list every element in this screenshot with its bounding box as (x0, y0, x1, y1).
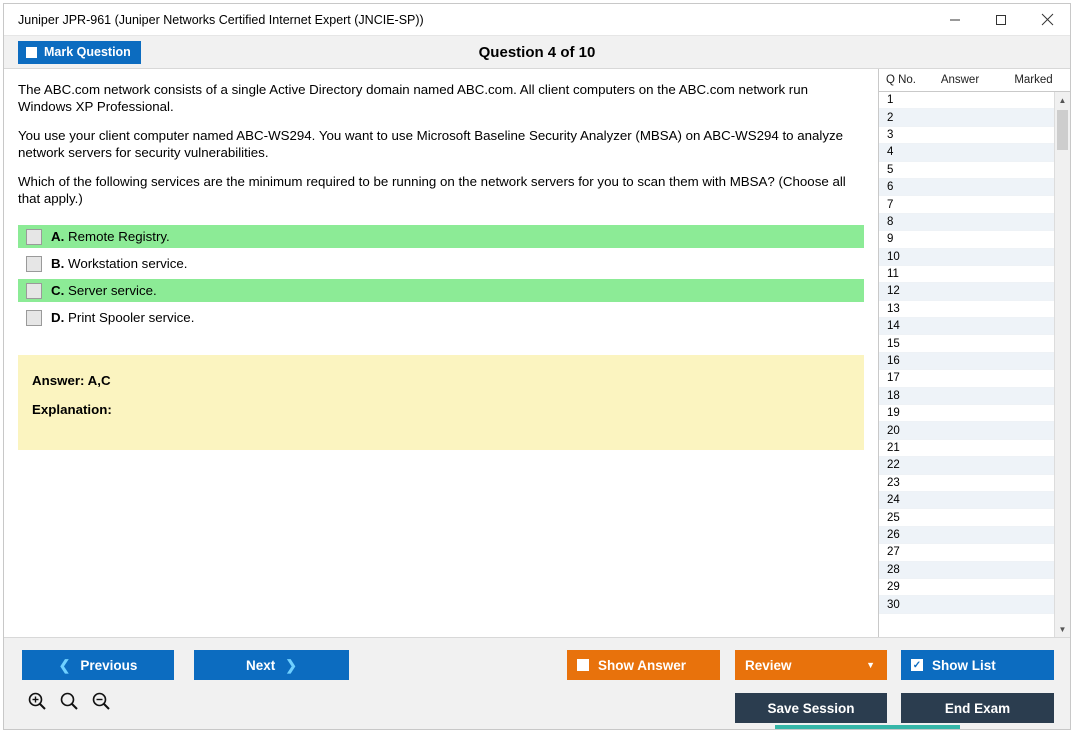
choice-checkbox-c-icon[interactable] (26, 283, 42, 299)
choice-label-b (51, 256, 187, 271)
question-list-row-number: 20 (887, 424, 900, 437)
question-list-row[interactable] (879, 283, 1054, 300)
question-list-row[interactable] (879, 596, 1054, 613)
question-list-row[interactable] (879, 405, 1054, 422)
question-list-row[interactable] (879, 231, 1054, 248)
question-list-row[interactable] (879, 109, 1054, 126)
question-list-row-number: 30 (887, 598, 900, 611)
show-list-checkbox-icon: ✓ (912, 659, 922, 671)
choice-text-a: Remote Registry. (68, 229, 170, 244)
save-session-button[interactable] (735, 693, 887, 723)
question-paragraph-2: You use your client computer named ABC-WS294. You want to use Microsoft Baseline Security Analyzer (MBSA) on ABC-WS294 to analyze network servers for security vulnerabilities. (18, 128, 844, 160)
question-list-row-number: 26 (887, 528, 900, 541)
answer-value: Answer: A,C (32, 373, 111, 388)
question-list-row-number: 17 (887, 372, 900, 385)
question-list-row-number: 24 (887, 494, 900, 507)
question-list-row-number: 29 (887, 581, 900, 594)
question-list-row-number: 6 (887, 181, 894, 194)
maximize-icon[interactable] (978, 4, 1024, 35)
question-list-scrollbar[interactable] (1054, 92, 1070, 637)
mark-question-button[interactable] (18, 41, 141, 64)
question-list-body (879, 92, 1070, 637)
question-list-row[interactable] (879, 440, 1054, 457)
exam-window (3, 3, 1071, 730)
save-session-label: Save Session (767, 700, 855, 716)
end-exam-button[interactable] (901, 693, 1054, 723)
question-list-row[interactable] (879, 492, 1054, 509)
next-button[interactable] (194, 650, 349, 680)
question-list-row-number: 2 (887, 111, 894, 124)
question-list-row-number: 3 (887, 128, 894, 141)
question-list-row[interactable] (879, 475, 1054, 492)
end-exam-label: End Exam (944, 700, 1011, 716)
question-list-row[interactable] (879, 527, 1054, 544)
choice-letter-c: C. (51, 283, 65, 298)
chevron-down-icon: ▼ (866, 660, 875, 670)
choice-checkbox-a-icon[interactable] (26, 229, 42, 245)
question-list-row[interactable] (879, 457, 1054, 474)
question-list-row-number: 12 (887, 285, 900, 298)
choice-text-c: Server service. (68, 283, 157, 298)
chevron-left-icon: ❮ (58, 656, 71, 673)
question-list-row[interactable] (879, 544, 1054, 561)
question-list-rows[interactable] (879, 92, 1054, 637)
show-answer-checkbox-icon (577, 659, 589, 671)
review-label: Review (745, 657, 792, 673)
question-list-row[interactable] (879, 179, 1054, 196)
question-list-row-number: 28 (887, 563, 900, 576)
question-list-row[interactable] (879, 301, 1054, 318)
scroll-down-icon[interactable]: ▼ (1058, 624, 1067, 634)
question-list-row-number: 4 (887, 146, 894, 159)
question-list-row[interactable] (879, 196, 1054, 213)
question-list-panel (878, 69, 1070, 637)
choice-option-c[interactable] (18, 279, 864, 302)
question-list-row[interactable] (879, 162, 1054, 179)
choice-label-c (51, 283, 157, 298)
zoom-in-icon[interactable] (26, 690, 48, 712)
question-paragraph-3: Which of the following services are the minimum required to be running on the network servers for you to scan them with MBSA? (Choose all that apply.) (18, 174, 846, 206)
show-list-button[interactable] (901, 650, 1054, 680)
question-list-row-number: 1 (887, 94, 894, 107)
choice-label-d (51, 310, 194, 325)
previous-label: Previous (80, 657, 138, 673)
choice-label-a (51, 229, 170, 244)
previous-button[interactable] (22, 650, 174, 680)
answer-panel (18, 355, 864, 450)
question-list-row-number: 18 (887, 389, 900, 402)
zoom-out-icon[interactable] (90, 690, 112, 712)
question-list-header (879, 69, 1070, 92)
question-list-row[interactable] (879, 562, 1054, 579)
close-icon[interactable] (1024, 4, 1070, 35)
header-bar (4, 36, 1070, 69)
question-list-row[interactable] (879, 127, 1054, 144)
zoom-reset-icon[interactable] (58, 690, 80, 712)
question-paragraph-1: The ABC.com network consists of a single Active Directory domain named ABC.com. All client computers on the ABC.com network run Windows XP Professional. (18, 82, 809, 114)
choices-list (18, 225, 864, 329)
choice-text-b: Workstation service. (68, 256, 188, 271)
question-pane (4, 69, 878, 637)
zoom-controls (26, 690, 112, 712)
question-list-row[interactable] (879, 266, 1054, 283)
question-list-row-number: 11 (887, 268, 899, 281)
question-list-row[interactable] (879, 353, 1054, 370)
status-strip (775, 725, 960, 729)
question-list-row[interactable] (879, 318, 1054, 335)
question-list-row-number: 8 (887, 215, 894, 228)
question-counter-title: Question 4 of 10 (478, 43, 596, 61)
choice-option-a[interactable] (18, 225, 864, 248)
question-list-row-number: 27 (887, 546, 900, 559)
body-area (4, 69, 1070, 637)
question-list-row-number: 7 (887, 198, 894, 211)
question-list-row[interactable] (879, 388, 1054, 405)
choice-letter-b: B. (51, 256, 65, 271)
question-list-row-number: 5 (887, 163, 894, 176)
mark-question-checkbox-icon (26, 47, 37, 58)
choice-option-d[interactable] (18, 306, 864, 329)
choice-letter-a: A. (51, 229, 65, 244)
choice-text-d: Print Spooler service. (68, 310, 195, 325)
column-header-qno: Q No. (885, 74, 917, 86)
question-list-row-number: 15 (887, 337, 900, 350)
show-answer-button[interactable] (567, 650, 720, 680)
question-list-row-number: 16 (887, 355, 900, 368)
question-list-row-number: 21 (887, 442, 900, 454)
show-answer-label: Show Answer (598, 657, 687, 673)
question-list-row[interactable] (879, 144, 1054, 161)
question-list-row[interactable] (879, 92, 1054, 109)
scrollbar-thumb[interactable] (1057, 110, 1068, 150)
question-list-row-number: 10 (887, 250, 900, 263)
review-dropdown[interactable] (735, 650, 887, 680)
question-list-row[interactable] (879, 249, 1054, 266)
question-list-row-number: 25 (887, 511, 900, 524)
titlebar (4, 4, 1070, 36)
question-list-row[interactable] (879, 335, 1054, 352)
question-list-row[interactable] (879, 579, 1054, 596)
window-title: Juniper JPR-961 (Juniper Networks Certified Internet Expert (JNCIE-SP)) (18, 12, 424, 27)
choice-checkbox-d-icon[interactable] (26, 310, 42, 326)
column-header-marked: Marked (1014, 74, 1053, 86)
footer-bar (4, 637, 1070, 729)
question-list-row-number: 9 (887, 233, 894, 246)
choice-option-b[interactable] (18, 252, 864, 275)
question-list-row[interactable] (879, 422, 1054, 439)
question-list-row-number: 19 (887, 407, 900, 420)
column-header-answer: Answer (940, 74, 980, 86)
mark-question-label: Mark Question (44, 45, 131, 59)
choice-checkbox-b-icon[interactable] (26, 256, 42, 272)
minimize-icon[interactable] (932, 4, 978, 35)
next-label: Next (246, 657, 276, 673)
question-list-row[interactable] (879, 509, 1054, 526)
question-list-row[interactable] (879, 214, 1054, 231)
choice-letter-d: D. (51, 310, 65, 325)
explanation-label: Explanation: (32, 402, 112, 417)
question-list-row[interactable] (879, 370, 1054, 387)
question-list-row-number: 22 (887, 459, 900, 472)
chevron-right-icon: ❯ (285, 656, 297, 673)
question-list-row-number: 14 (887, 320, 900, 333)
question-list-row-number: 23 (887, 476, 900, 489)
question-list-row-number: 13 (887, 302, 900, 315)
show-list-label: Show List (932, 657, 996, 673)
scroll-up-icon[interactable]: ▲ (1058, 95, 1067, 105)
